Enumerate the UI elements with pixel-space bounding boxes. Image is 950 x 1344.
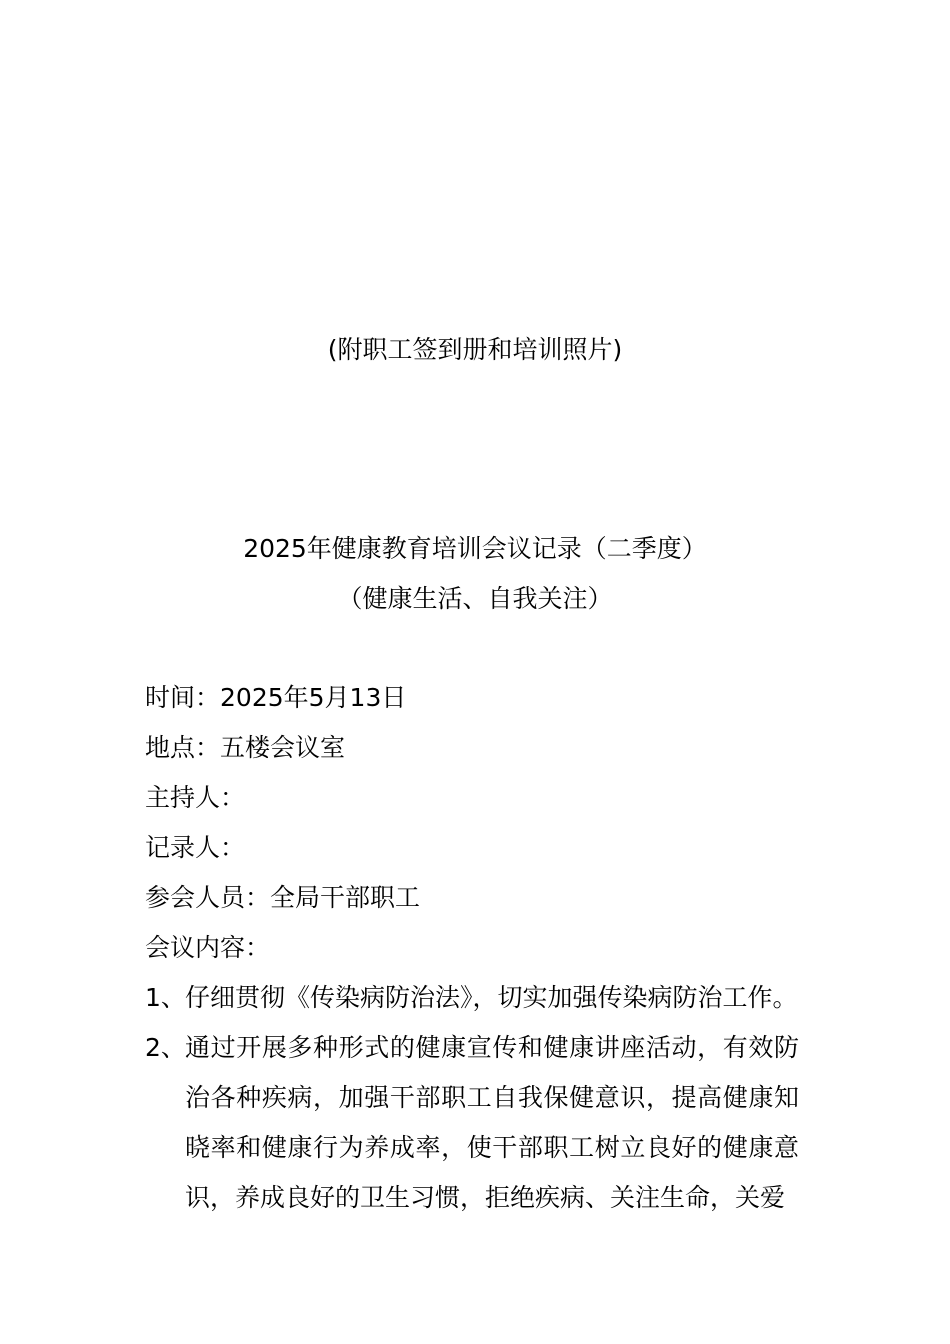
- list-item-number: 1、: [145, 983, 186, 1012]
- host-label: 主持人：: [145, 783, 246, 812]
- list-item-text: 通过开展多种形式的健康宣传和健康讲座活动，有效防治各种疾病，加强干部职工自我保健意识，提高健康知晓率和健康行为养成率，使干部职工树立良好的健康意识，养成良好的卫生习惯，拒绝疾病、关注生命，关爱: [185, 1033, 799, 1212]
- attendees-value: 全局干部职工: [270, 883, 421, 912]
- content-label: 会议内容：: [145, 933, 271, 962]
- field-time: [145, 682, 406, 714]
- field-attendees: [145, 882, 420, 914]
- attendees-label: 参会人员：: [145, 883, 271, 912]
- list-item: [145, 973, 825, 1023]
- field-place: [145, 732, 345, 764]
- field-content: [145, 932, 270, 964]
- field-recorder: [145, 832, 245, 864]
- document-subtitle: （健康生活、自我关注）: [337, 584, 613, 613]
- time-label: 时间：: [145, 683, 221, 712]
- list-item: [145, 1023, 825, 1223]
- place-label: 地点：: [145, 733, 221, 762]
- document-title: 2025年健康教育培训会议记录（二季度）: [243, 534, 707, 563]
- field-host: [145, 782, 245, 814]
- place-value: 五楼会议室: [220, 733, 346, 762]
- attachment-note: (附职工签到册和培训照片): [327, 335, 623, 364]
- list-item-number: 2、: [145, 1033, 186, 1062]
- list-item-text: 仔细贯彻《传染病防治法》，切实加强传染病防治工作。: [185, 983, 798, 1012]
- recorder-label: 记录人：: [145, 833, 246, 862]
- time-value: 2025年5月13日: [220, 683, 407, 712]
